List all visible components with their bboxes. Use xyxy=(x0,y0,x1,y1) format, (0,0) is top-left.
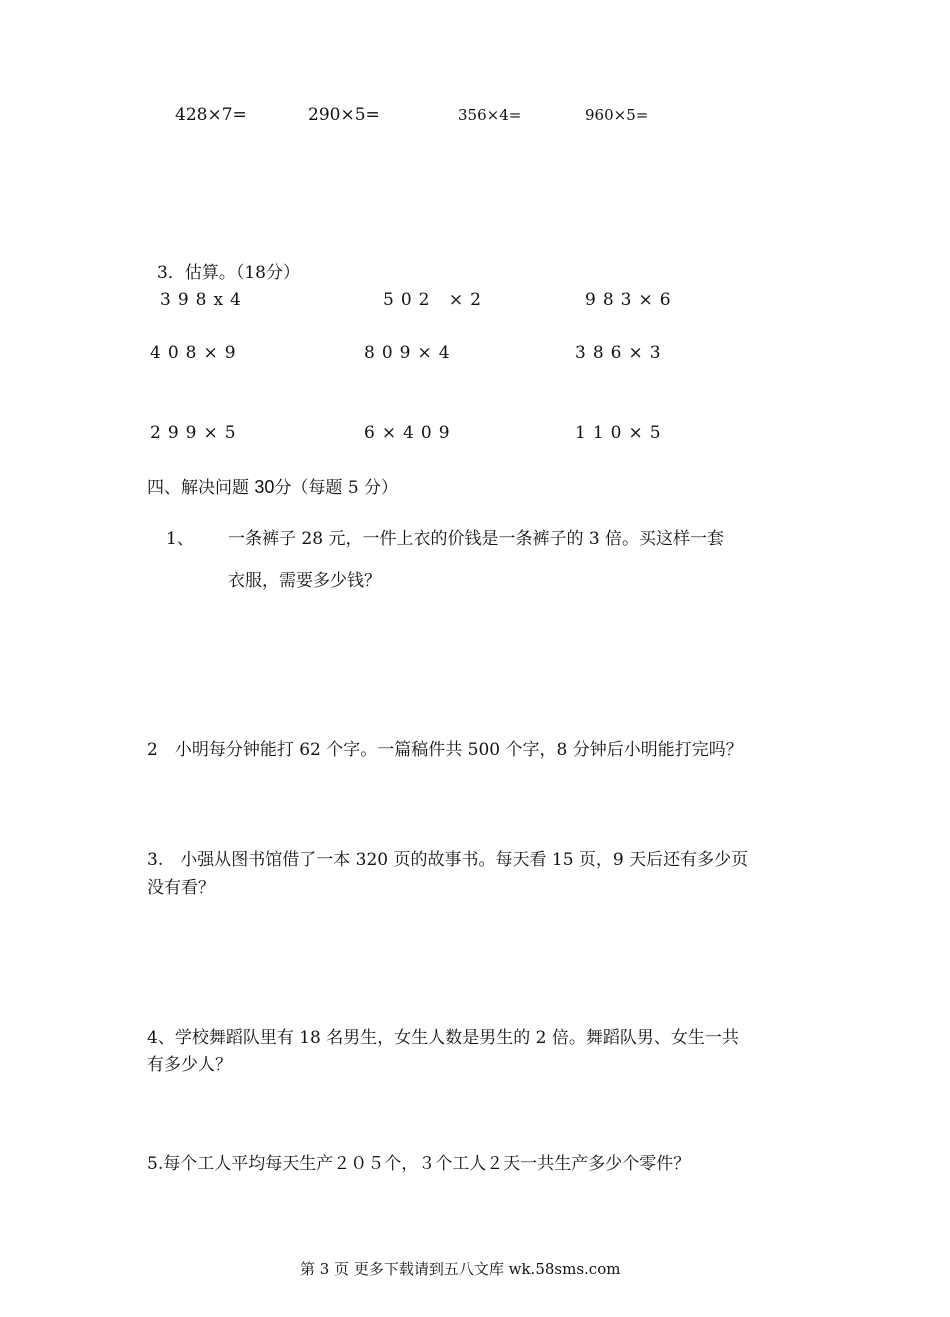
calc-item: 428×7= xyxy=(175,105,247,125)
section-heading-score: 30 xyxy=(254,477,275,497)
problem-1-number: 1、 xyxy=(166,529,194,549)
calc-item: 960×5= xyxy=(585,106,649,124)
estimation-item: 110×5 xyxy=(575,423,668,443)
estimation-item: 408×9 xyxy=(150,343,243,363)
page-footer: 第 3 页 更多下载请到五八文库 wk.58sms.com xyxy=(300,1260,621,1278)
problem-3-text-cont: 没有看？ xyxy=(147,878,215,898)
problem-3-text: 3. 小强从图书馆借了一本 320 页的故事书。每天看 15 页，9 天后还有多少页 xyxy=(147,850,749,870)
estimation-item: 809×4 xyxy=(364,343,457,363)
estimation-item: 299×5 xyxy=(150,423,243,443)
estimation-heading: 3．估算。（18分） xyxy=(157,263,300,283)
problem-2-text: 2 小明每分钟能打 62 个字。一篇稿件共 500 个字，8 分钟后小明能打完吗？ xyxy=(147,740,743,760)
estimation-item: 983×6 xyxy=(585,290,678,310)
problem-1-text: 一条裤子 28 元，一件上衣的价钱是一条裤子的 3 倍。买这样一套 xyxy=(228,529,725,549)
calc-item: 356×4= xyxy=(458,106,522,124)
section-heading-note: 分（每题 5 分） xyxy=(274,478,399,498)
estimation-item: 386×3 xyxy=(575,343,668,363)
estimation-item: 502 ×2 xyxy=(383,290,488,310)
section-heading xyxy=(147,478,398,497)
estimation-item: 6×409 xyxy=(364,423,457,443)
problem-4-text-cont: 有多少人？ xyxy=(147,1055,232,1075)
estimation-item: 398x4 xyxy=(160,290,248,310)
problem-5-text: 5.每个工人平均每天生产２０５个，３个工人２天一共生产多少个零件？ xyxy=(147,1154,691,1174)
problem-4-text: 4、学校舞蹈队里有 18 名男生，女生人数是男生的 2 倍。舞蹈队男、女生一共 xyxy=(147,1028,739,1048)
calc-item: 290×5= xyxy=(308,105,380,125)
section-heading-title: 四、解决问题 xyxy=(147,478,249,498)
problem-1-text-cont: 衣服，需要多少钱？ xyxy=(228,571,381,591)
